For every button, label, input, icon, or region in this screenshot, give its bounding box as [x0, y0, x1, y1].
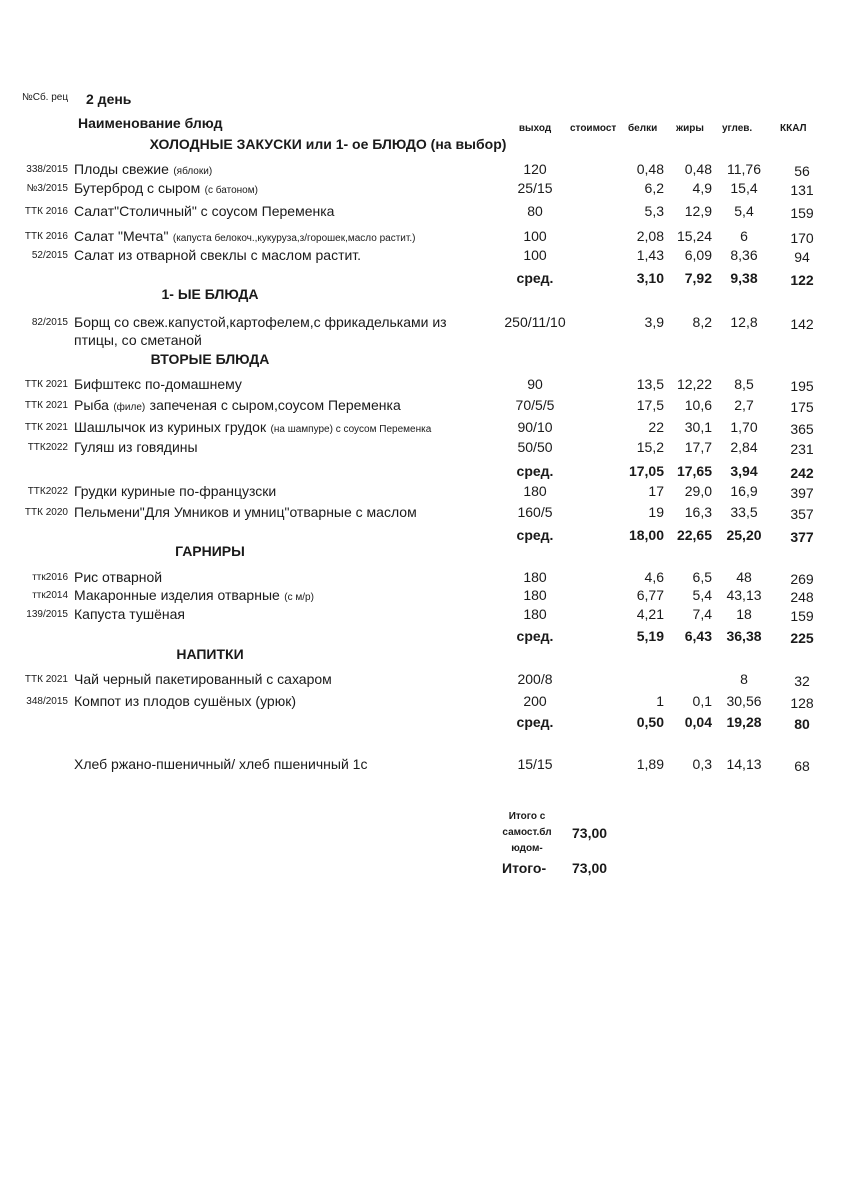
belki-value: 13,5: [636, 376, 664, 392]
kcal-value: 397: [790, 485, 814, 501]
uglev-column-header: углев.: [722, 123, 753, 134]
total-with-dish-label-1: Итого с: [508, 811, 546, 822]
vyhod-value: 70/5/5: [515, 397, 555, 413]
zhiry-value: 10,6: [684, 397, 712, 413]
belki-value: 6,2: [644, 180, 664, 196]
zhiry-value: 7,92: [684, 270, 712, 286]
belki-value: 15,2: [636, 439, 664, 455]
dish-name-line: [74, 607, 185, 623]
vyhod-column-header: выход: [518, 123, 552, 134]
kcal-value: 248: [790, 589, 814, 605]
dish-name-tail: запеченая с сыром,соусом Переменка: [149, 397, 401, 413]
zhiry-value: 30,1: [684, 419, 712, 435]
recipe-code: ТТК 2020: [24, 507, 68, 518]
dish-name-line: [74, 181, 258, 197]
dish-name: Чай черный пакетированный с сахаром: [74, 671, 332, 687]
zhiry-value: 17,65: [676, 463, 712, 479]
dish-name-line: [74, 570, 162, 586]
dish-name-line: [74, 315, 447, 331]
belki-value: 5,3: [644, 203, 664, 219]
kcal-value: 231: [790, 441, 814, 457]
uglev-value: 25,20: [726, 527, 762, 543]
recipe-code: 139/2015: [26, 609, 68, 620]
vyhod-value: сред.: [516, 628, 554, 644]
vyhod-value: 50/50: [517, 439, 553, 455]
total-with-dish-label-3: юдом-: [511, 843, 543, 854]
dish-name: Салат из отварной свеклы с маслом растит.: [74, 247, 362, 263]
belki-value: 3,10: [636, 270, 664, 286]
total-label: Итого-: [502, 860, 547, 876]
uglev-value: 14,13: [726, 756, 762, 772]
vyhod-value: сред.: [516, 270, 554, 286]
uglev-value: 15,4: [730, 180, 758, 196]
zhiry-value: 7,4: [692, 606, 712, 622]
section-title: ГАРНИРЫ: [175, 543, 245, 559]
uglev-value: 16,9: [730, 483, 758, 499]
dish-name: Салат "Мечта": [74, 228, 169, 244]
uglev-value: 5,4: [734, 203, 754, 219]
dish-name-line: [74, 248, 361, 264]
vyhod-value: 90/10: [517, 419, 553, 435]
uglev-value: 11,76: [727, 161, 761, 177]
total-value: 73,00: [572, 860, 608, 876]
zhiry-value: 12,22: [676, 376, 712, 392]
vyhod-value: 120: [523, 161, 547, 177]
zhiry-value: 0,48: [684, 161, 712, 177]
uglev-value: 30,56: [726, 693, 762, 709]
uglev-value: 48: [736, 569, 752, 585]
zhiry-value: 0,1: [692, 693, 712, 709]
uglev-value: 3,94: [730, 463, 758, 479]
kcal-value: 225: [790, 630, 814, 646]
dish-name-line: [74, 420, 431, 436]
zhiry-value: 16,3: [684, 504, 712, 520]
dish-name: Салат"Столичный" с соусом Переменка: [74, 203, 335, 219]
vyhod-value: 180: [523, 587, 547, 603]
zhiry-value: 5,4: [692, 587, 712, 603]
dish-name: Хлеб ржано-пшеничный/ хлеб пшеничный 1с: [74, 756, 368, 772]
dish-name: Пельмени"Для Умников и умниц"отварные с маслом: [74, 504, 417, 520]
dish-name-line: [74, 440, 198, 456]
dish-name-line: [74, 757, 367, 773]
uglev-value: 8: [740, 671, 748, 687]
dish-name-line: [74, 505, 417, 521]
dish-name: Борщ со свеж.капустой,картофелем,с фрикадельками из: [74, 314, 447, 330]
belki-value: 4,21: [636, 606, 664, 622]
dish-note: (яблоки): [173, 166, 213, 177]
section-title: ВТОРЫЕ БЛЮДА: [150, 351, 270, 367]
dish-name-line: [74, 694, 296, 710]
belki-value: 19: [648, 504, 664, 520]
dish-name: Шашлычок из куриных грудок: [74, 419, 267, 435]
zhiry-value: 15,24: [676, 228, 712, 244]
belki-value: 4,6: [644, 569, 664, 585]
uglev-value: 18: [736, 606, 752, 622]
uglev-value: 8,36: [730, 247, 758, 263]
dish-name: Бифштекс по-домашнему: [74, 376, 242, 392]
zhiry-value: 6,09: [684, 247, 712, 263]
belki-value: 17,5: [636, 397, 664, 413]
belki-value: 6,77: [636, 587, 664, 603]
zhiry-value: 12,9: [684, 203, 712, 219]
uglev-value: 2,7: [734, 397, 754, 413]
belki-value: 1,89: [636, 756, 664, 772]
belki-value: 17,05: [628, 463, 664, 479]
zhiry-column-header: жиры: [676, 123, 704, 134]
dish-name: Гуляш из говядины: [74, 439, 198, 455]
day-title: 2 день: [86, 91, 132, 107]
kcal-value: 32: [794, 673, 810, 689]
zhiry-value: 29,0: [684, 483, 712, 499]
dish-name: Макаронные изделия отварные: [74, 587, 280, 603]
dish-name-line: [74, 162, 212, 178]
zhiry-value: 17,7: [684, 439, 712, 455]
vyhod-value: 160/5: [517, 504, 553, 520]
vyhod-value: 250/11/10: [504, 314, 566, 330]
kcal-value: 269: [790, 571, 814, 587]
kcal-value: 365: [790, 421, 814, 437]
uglev-value: 12,8: [730, 314, 758, 330]
dish-note: (капуста белокоч.,кукуруза,з/горошек,масло растит.): [172, 233, 416, 244]
kcal-value: 159: [790, 608, 814, 624]
dish-name: Грудки куриные по-французски: [74, 483, 277, 499]
kcal-value: 159: [790, 205, 814, 221]
dish-name-line: [74, 204, 334, 220]
uglev-value: 19,28: [726, 714, 762, 730]
recipe-code: ТТК 2016: [24, 206, 68, 217]
recipe-code: 348/2015: [26, 696, 68, 707]
zhiry-value: 8,2: [692, 314, 712, 330]
belki-value: 5,19: [636, 628, 664, 644]
vyhod-value: сред.: [516, 527, 554, 543]
dish-name: Плоды свежие: [74, 161, 169, 177]
belki-value: 1,43: [636, 247, 664, 263]
belki-value: 2,08: [636, 228, 664, 244]
kcal-value: 195: [790, 378, 814, 394]
dish-name-line: [74, 398, 401, 414]
vyhod-value: 200: [523, 693, 547, 709]
recipe-code: ТТК2022: [27, 442, 68, 453]
vyhod-value: сред.: [516, 463, 554, 479]
recipe-code: ТТК 2016: [24, 231, 68, 242]
dish-name: Капуста тушёная: [74, 606, 185, 622]
dish-name-line2: птицы, со сметаной: [74, 332, 202, 348]
kcal-value: 377: [790, 529, 814, 545]
zhiry-value: 0,04: [684, 714, 712, 730]
vyhod-value: 180: [523, 483, 547, 499]
dish-name-line: [74, 588, 314, 604]
recipe-code: ТТК 2021: [24, 422, 68, 433]
vyhod-value: 15/15: [517, 756, 553, 772]
belki-value: 22: [648, 419, 664, 435]
recipe-code: ТТК 2021: [24, 674, 68, 685]
zhiry-value: 22,65: [676, 527, 712, 543]
vyhod-value: 200/8: [517, 671, 553, 687]
uglev-value: 33,5: [730, 504, 758, 520]
dish-note: (с батоном): [204, 185, 258, 196]
vyhod-value: 100: [523, 247, 547, 263]
kcal-value: 56: [794, 163, 810, 179]
dish-name-line: [74, 672, 332, 688]
belki-value: 17: [648, 483, 664, 499]
recipe-code: 52/2015: [31, 250, 68, 261]
kcal-value: 142: [790, 316, 814, 332]
total-with-dish-value: 73,00: [572, 825, 608, 841]
kcal-value: 68: [794, 758, 810, 774]
section-title: 1- ЫЕ БЛЮДА: [161, 286, 259, 302]
kcal-value: 242: [790, 465, 814, 481]
vyhod-value: 80: [527, 203, 543, 219]
kcal-value: 122: [790, 272, 814, 288]
uglev-value: 36,38: [726, 628, 762, 644]
recipe-code: №3/2015: [26, 183, 68, 194]
dish-name: Компот из плодов сушёных (урюк): [74, 693, 297, 709]
uglev-value: 43,13: [726, 587, 762, 603]
section-title: НАПИТКИ: [176, 646, 244, 662]
vyhod-value: 25/15: [517, 180, 553, 196]
dish-name-line: [74, 377, 242, 393]
recipe-code: ТТК 2021: [24, 400, 68, 411]
vyhod-value: сред.: [516, 714, 554, 730]
section-title: ХОЛОДНЫЕ ЗАКУСКИ или 1- ое БЛЮДО (на выбор): [149, 136, 507, 152]
dish-name: Рис отварной: [74, 569, 163, 585]
kcal-column-header: ККАЛ: [780, 123, 807, 134]
recipe-code: ттк2014: [32, 590, 68, 601]
vyhod-value: 180: [523, 606, 547, 622]
uglev-value: 2,84: [730, 439, 758, 455]
uglev-value: 6: [740, 228, 748, 244]
total-with-dish-label-2: самост.бл: [502, 827, 552, 838]
recipe-code: ттк2016: [32, 572, 68, 583]
kcal-value: 94: [794, 249, 810, 265]
recipe-code: ТТК 2021: [24, 379, 68, 390]
dish-note: (на шампуре) с соусом Переменка: [270, 424, 432, 435]
kcal-value: 175: [790, 399, 814, 415]
zhiry-value: 4,9: [692, 180, 712, 196]
dish-note: (филе): [113, 402, 146, 413]
zhiry-value: 0,3: [692, 756, 712, 772]
kcal-value: 128: [790, 695, 814, 711]
belki-value: 0,48: [636, 161, 664, 177]
recipe-code: ТТК2022: [27, 486, 68, 497]
recipe-code: 338/2015: [26, 164, 68, 175]
recipe-code: 82/2015: [31, 317, 68, 328]
dish-name: Рыба: [74, 397, 109, 413]
dish-name: Бутерброд с сыром: [74, 180, 201, 196]
uglev-value: 9,38: [730, 270, 758, 286]
belki-column-header: белки: [628, 123, 658, 134]
kcal-value: 80: [794, 716, 810, 732]
vyhod-value: 100: [523, 228, 547, 244]
vyhod-value: 180: [523, 569, 547, 585]
dish-name-line: [74, 484, 276, 500]
kcal-value: 170: [790, 230, 814, 246]
belki-value: 3,9: [644, 314, 664, 330]
recipe-ref-label: №Сб. рец: [22, 92, 69, 103]
belki-value: 1: [656, 693, 664, 709]
uglev-value: 8,5: [734, 376, 754, 392]
cost-column-header: стоимост: [570, 123, 617, 134]
kcal-value: 131: [790, 182, 814, 198]
name-column-header: Наименование блюд: [78, 115, 223, 131]
zhiry-value: 6,43: [684, 628, 712, 644]
dish-name-line: [74, 229, 415, 245]
zhiry-value: 6,5: [692, 569, 712, 585]
belki-value: 18,00: [628, 527, 664, 543]
dish-note: (с м/р): [284, 592, 314, 603]
uglev-value: 1,70: [730, 419, 758, 435]
vyhod-value: 90: [527, 376, 543, 392]
kcal-value: 357: [790, 506, 814, 522]
belki-value: 0,50: [636, 714, 664, 730]
